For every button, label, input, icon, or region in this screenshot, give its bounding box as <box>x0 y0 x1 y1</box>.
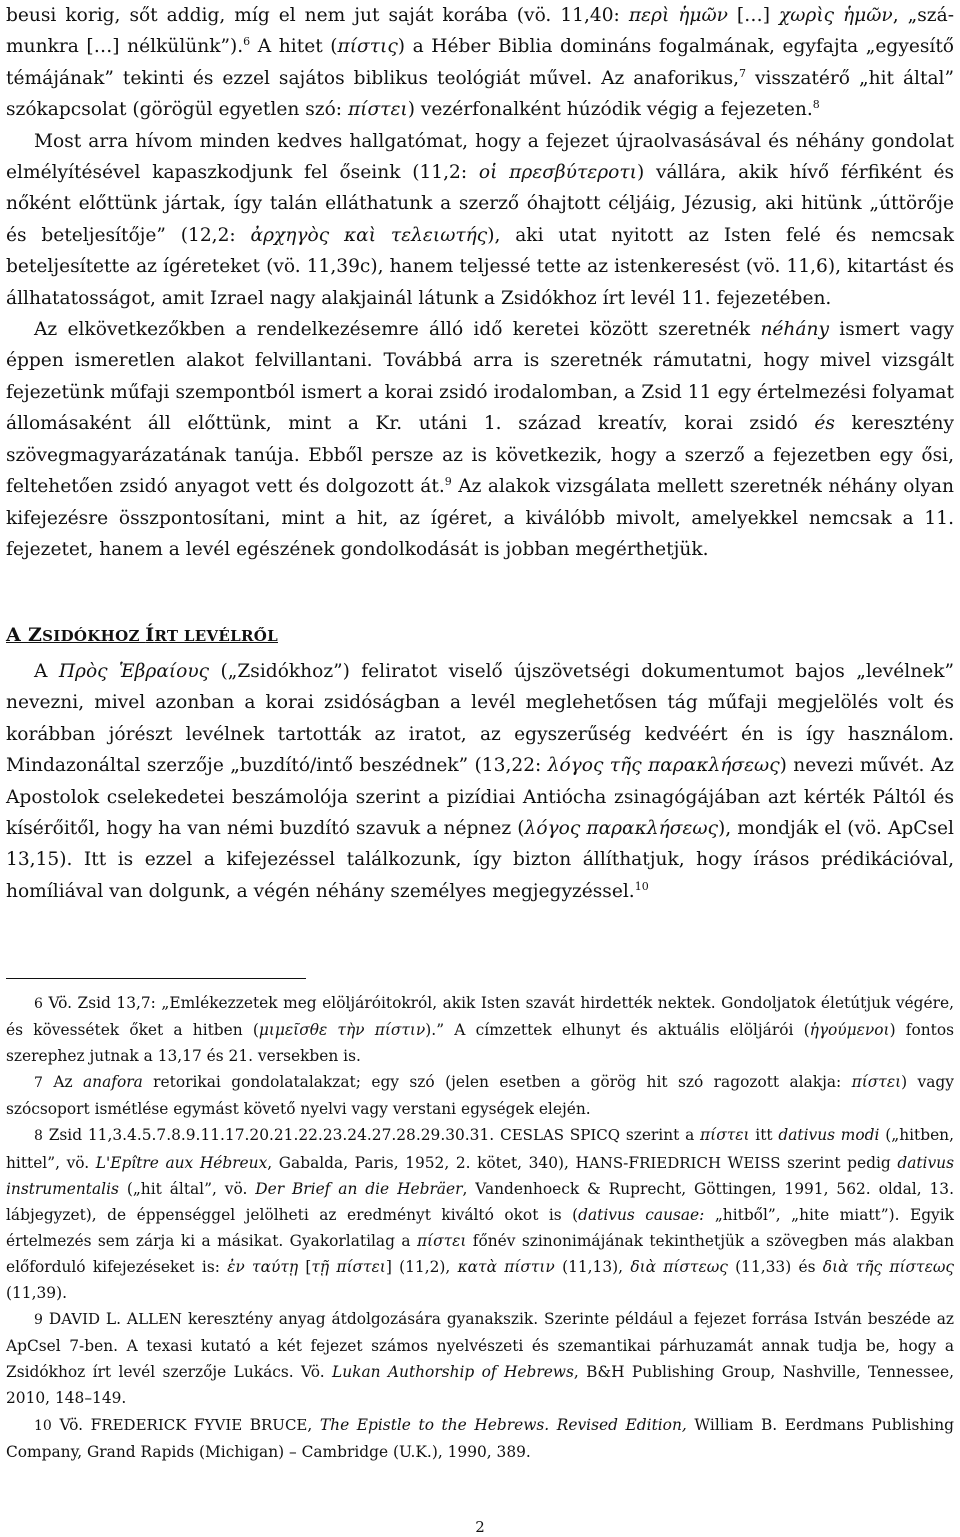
italic-run: és <box>814 413 835 435</box>
italic-run: The Epistle to the Hebrews. Revised Edition, <box>319 1415 687 1434</box>
italic-run: περὶ ἡμῶν <box>628 5 728 26</box>
text-run: főnév szinonimájának tekinthetjük a szövegben más alakban előforduló kifejezéseket is: <box>6 1231 954 1276</box>
text-run: [ <box>298 1257 312 1276</box>
heading-part: RT LEVÉLRŐL <box>154 627 278 645</box>
text-run: ).” A címzettek elhunyt és aktuális elöljárói ( <box>425 1021 810 1040</box>
small-caps-run: YVIE <box>204 1415 250 1434</box>
text-run: Vö. Zsid 13,7: „Emlékezzetek meg elöljáróitokról, akik Isten szavát hirdették nektek. Gondoljatok életútjuk végére, és kövessétek őket a hitben ( <box>6 994 954 1040</box>
page-number: 2 <box>475 1518 485 1536</box>
text-run: („hit által”, vö. <box>118 1179 256 1198</box>
text-run: („hitben, hittel”, vö. <box>6 1126 954 1172</box>
footnote-number: 9 <box>34 1312 43 1329</box>
italic-run: dativus instrumentalis <box>6 1153 954 1198</box>
footnote-ref: 8 <box>812 98 820 112</box>
heading-part: Í <box>145 624 155 646</box>
text-run: ) nevezi művét. Az Apostolok cselekedetei beszámolója szerint a pizídiai Antiócha zsinagógájában azt kérték Páltól és kísérőitől, hogy ha van némi buzdító szavuk a népnez ( <box>6 755 954 840</box>
text-run: L. A <box>105 1310 139 1329</box>
italic-run: πίστει <box>700 1126 750 1145</box>
text-run: A <box>34 661 59 682</box>
text-run: ) fontos szerephez jutnak a 13,17 és 21. versekben is. <box>6 1021 955 1066</box>
footnote-separator <box>6 978 306 979</box>
footnote-7 <box>6 1069 954 1122</box>
small-caps-run: AVID <box>61 1310 106 1329</box>
text-run: B <box>249 1415 262 1434</box>
text-run: William B. Eerdmans Publishing Company, Grand Rapids (Michigan) – Cambridge (U.K.), 1990, 389. <box>6 1415 954 1461</box>
italic-run: πίστει <box>347 99 408 121</box>
heading-part: SIDÓKHOZ <box>42 627 146 645</box>
text-run: keresztény szövegmagyarázatának tanúja. Ebből persze az is következik, hogy a szerző a fejezetben egy ősi, feltehetően zsidó anyagot vett és dolgozott át. <box>6 413 954 498</box>
text-run: (11,13), <box>554 1257 631 1276</box>
text-run: W <box>727 1153 744 1172</box>
text-run: -F <box>623 1153 640 1172</box>
text-run: („Zsidókhoz”) feliratot viselő újszövetségi dokumentumot bajos „levélnek” nevezni, mivel azonban a korai zsidóságban a levél meglehetősen tág műfaji megjelölés volt és korábban jórészt levélnek tartották az iratot, az egyszerűség kedvéért én is így használom. Mindazonáltal szerzője „buzdító/intő beszédnek” (13,22: <box>6 661 954 777</box>
italic-run: τῇ πίστει <box>311 1257 386 1276</box>
text-run: ) vagy szócsoport ismétlése egymást követő nyelvi vagy verstani egységek elején. <box>6 1073 954 1119</box>
small-caps-run: ESLAS <box>511 1126 570 1145</box>
text-run: , <box>307 1415 320 1434</box>
footnote-ref: 6 <box>243 35 251 49</box>
section-paragraph <box>6 656 954 907</box>
italic-run: néhány <box>760 319 829 341</box>
text-run: ) a Héber Biblia domináns fogalmának, egyfajta „egyesítő témájának” tekinti és ezzel sajátos biblikus teológiát művel. Az anaforikus, <box>6 36 954 89</box>
footnote-number: 7 <box>34 1075 43 1092</box>
text-run: […] <box>727 5 779 26</box>
italic-run: dativus modi <box>778 1126 880 1145</box>
text-run: ) vezérfonalként húzódik végig a fejezeten. <box>407 99 813 121</box>
text-run: ) vállára, akik hívő férfiként és nőként előttünk jártak, így talán elláthatunk a szerző óhajtott céljáig, Jézusig, aki hitünk „úttörője és beteljesítője” (12,2: <box>6 162 954 246</box>
text-run: Vö. F <box>59 1415 102 1434</box>
italic-run: anafora <box>83 1073 143 1092</box>
italic-run: διὰ τῆς πίστεως <box>822 1257 954 1276</box>
italic-run: ἐν ταύτῃ <box>227 1257 299 1276</box>
italic-run: οἱ πρεσβύτεροτι <box>478 162 637 184</box>
small-caps-run: RIEDRICH <box>639 1153 728 1172</box>
text-run: F <box>193 1415 205 1434</box>
text-run: , Vandenhoeck & Ruprecht, Göttingen, 1991, 562. oldal, 13. lábjegyzet), de éppenséggel jelölheti az eredményt kiváltó okot is ( <box>6 1179 954 1224</box>
italic-run: dativus causae: <box>578 1205 705 1224</box>
italic-run: Lukan Authorship of Hebrews <box>332 1363 574 1382</box>
text-run: , B&H Publishing Group, Nashville, Tennessee, 2010, 148–149. <box>6 1363 954 1408</box>
text-run: Most arra hívom minden kedves hallgatómat, hogy a fejezet újraolvasásával és néhány gondolat elmélyítésével kapaszkodjunk fel őseink (11,2: <box>6 130 954 184</box>
small-caps-run: EISS <box>743 1153 781 1172</box>
italic-run: L'Epître aux Hébreux <box>95 1153 268 1172</box>
text-run: ), aki utat nyitott az Isten felé és nemcsak beteljesítette az ígéreteket (vö. 11,39c), hanem teljessé tette az istenkeresést (vö. 11,6), kitartást és állhatatosságot, amit Izrael nagy alakjainál látunk a Zsidókhoz írt levél 11. fejezetében. <box>6 224 954 309</box>
text-run: ] (11,2), <box>385 1257 458 1276</box>
paragraph-1 <box>6 0 954 126</box>
text-run: ismert vagy éppen ismeretlen alakot felvillantani. Továbbá arra is szeretnék rámutatni, hogy mivel vizsgált fejezetünk műfaji szempontból ismert a korai zsidó irodalomban, a Zsid 11 egy értelmezési folyamat állomásaként áll előttünk, mint a Kr. utáni 1. század kreatív, korai zsidó <box>6 319 954 435</box>
footnote-6 <box>6 990 954 1069</box>
text-run: Az <box>53 1073 83 1092</box>
document-page <box>6 0 955 1461</box>
footnote-number: 8 <box>34 1128 43 1145</box>
paragraph-2 <box>6 126 954 314</box>
italic-run: πίστις <box>337 36 398 58</box>
paragraph-3 <box>6 314 954 565</box>
italic-run: λόγος παρακλήσεως <box>524 818 718 840</box>
italic-run: Der Brief an die Hebräer <box>255 1179 463 1198</box>
text-run: itt <box>749 1126 779 1145</box>
text-run: A hitet ( <box>250 36 338 58</box>
text-run: „hitből”, „hite miatt”). Egyik értelmezés sem zárja ki a másikat. Gyakorlatilag a <box>6 1205 955 1250</box>
section-heading <box>6 624 278 646</box>
text-run: D <box>48 1310 62 1329</box>
italic-run: χωρὶς ἡμῶν <box>778 5 893 26</box>
text-run: , „számunkra […] nélkülünk”). <box>6 5 954 58</box>
footnote-ref: 7 <box>739 66 747 80</box>
text-run: , Gabalda, Paris, 1952, 2. kötet, 340), H <box>267 1153 589 1172</box>
small-caps-run: RUCE <box>261 1415 308 1434</box>
footnote-10 <box>6 1412 954 1465</box>
main-text <box>6 0 954 565</box>
text-run: Az alakok vizsgálata mellett szeretnék néhány olyan kifejezésre összpontosítani, mint a hit, az ígéret, a kiválóbb mivolt, amelyekkel nemcsak a 11. fejezetet, hanem a levél egészének gondolkodását is jobban megérthetjük. <box>6 476 954 560</box>
text-run: (11,33) és <box>727 1257 823 1276</box>
text-run: szerint pedig <box>780 1153 898 1172</box>
text-run: Az elkövetkezőkben a rendelkezésemre álló idő keretei között szeretnék <box>34 319 761 341</box>
footnote-9 <box>6 1306 954 1411</box>
small-caps-run: PICQ <box>580 1126 621 1145</box>
text-run: keresztény anyag átdolgozására gyanakszik. Szerinte például a fejezet forrása István beszéde az ApCsel 7-ben. A texasi kutató a két fejezet számos nyelvészeti és szemantikai párhuzamát annak tudja be, hogy a Zsidókhoz írt levél szerzője Lukács. Vö. <box>6 1310 954 1382</box>
text-run: S <box>569 1126 581 1145</box>
footnote-8 <box>6 1122 954 1306</box>
italic-run: λόγος τῆς παρακλήσεως <box>547 755 780 777</box>
italic-run: πίστει <box>416 1231 467 1250</box>
italic-run: κατὰ πίστιν <box>457 1257 555 1276</box>
italic-run: ἡγούμενοι <box>809 1021 890 1040</box>
small-caps-run: LLEN <box>138 1310 183 1329</box>
footnote-ref: 10 <box>634 879 649 893</box>
text-run: ), mondják el (vö. ApCsel 13,15). Itt is ezzel a kifejezéssel találkozunk, így bizton állíthatjuk, hogy írásos prédikációval, homíliával van dolgunk, a végén néhány személyes megjegyzéssel. <box>6 818 954 902</box>
footnote-number: 6 <box>34 996 43 1012</box>
italic-run: ἀρχηγὸς καὶ τελειωτής <box>250 224 488 246</box>
text-run: Zsid 11,3.4.5.7.8.9.11.17.20.21.22.23.24.27.28.29.30.31. C <box>48 1126 512 1145</box>
text-run: retorikai gondolatalakzat; egy szó (jelen esetben a görög hit szó ragozott alakja: <box>142 1073 852 1092</box>
footnotes <box>6 990 954 1465</box>
italic-run: διὰ πίστεως <box>630 1257 728 1276</box>
italic-run: Πρὸς Ἑβραίους <box>58 661 210 682</box>
text-run: beusi korig, sőt addig, míg el nem jut saját korába (vö. 11,40: <box>6 5 629 26</box>
italic-run: πίστει <box>851 1073 902 1092</box>
small-caps-run: ANS <box>588 1153 624 1172</box>
footnote-ref: 9 <box>444 474 452 488</box>
footnote-number: 10 <box>34 1417 52 1434</box>
text-run: visszatérő „hit által” szókapcsolat (görögül egyetlen szó: <box>6 67 954 121</box>
text-run: (11,39). <box>6 1284 67 1303</box>
italic-run: μιμεῖσθε τὴν πίστιν <box>258 1021 426 1040</box>
heading-part: A Z <box>6 624 43 646</box>
section-body <box>6 656 954 907</box>
small-caps-run: REDERICK <box>101 1415 194 1434</box>
text-run: szerint a <box>620 1126 701 1145</box>
